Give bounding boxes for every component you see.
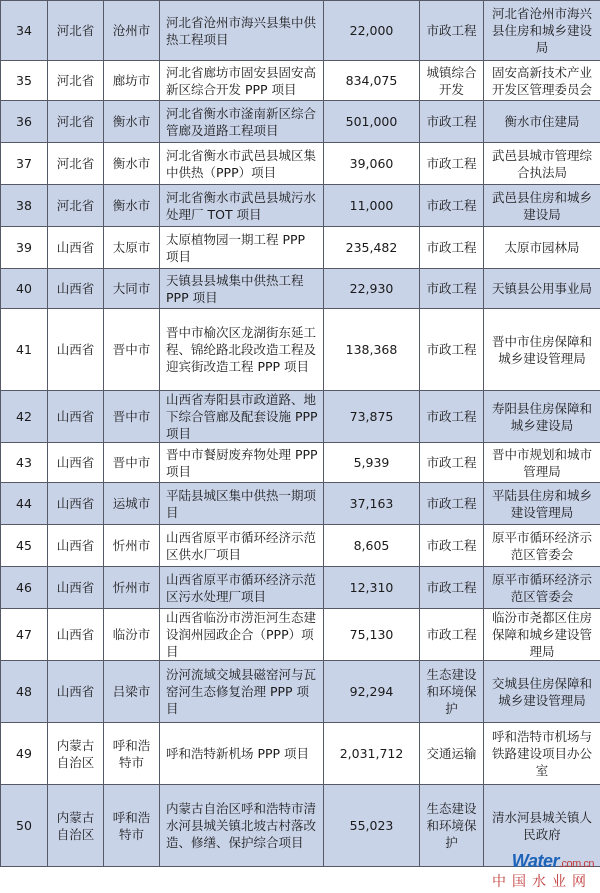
project-name-cell: 晋中市餐厨废弃物处理 PPP 项目: [160, 443, 324, 483]
city-cell: 吕梁市: [104, 661, 160, 723]
province-cell: 河北省: [48, 101, 104, 143]
project-name-cell: 呼和浩特新机场 PPP 项目: [160, 723, 324, 785]
city-cell: 衡水市: [104, 185, 160, 227]
project-name-cell: 山西省原平市循环经济示范区污水处理厂项目: [160, 567, 324, 609]
city-cell: 大同市: [104, 269, 160, 309]
sector-cell: 市政工程: [420, 567, 484, 609]
investment-cell: 834,075: [324, 61, 420, 101]
row-number-cell: 46: [1, 567, 48, 609]
implementing-agency-cell: 平陆县住房和城乡建设管理局: [484, 483, 600, 525]
table-row: [1, 609, 600, 661]
table-row: [1, 391, 600, 443]
implementing-agency-cell: 天镇县公用事业局: [484, 269, 600, 309]
investment-cell: 73,875: [324, 391, 420, 443]
sector-cell: 生态建设和环境保护: [420, 661, 484, 723]
project-name-cell: 山西省原平市循环经济示范区供水厂项目: [160, 525, 324, 567]
watermark-top-text: Water: [511, 851, 559, 871]
project-name-cell: 河北省沧州市海兴县集中供热工程项目: [160, 1, 324, 61]
investment-cell: 11,000: [324, 185, 420, 227]
investment-cell: 92,294: [324, 661, 420, 723]
sector-cell: 生态建设和环境保护: [420, 785, 484, 867]
province-cell: 山西省: [48, 391, 104, 443]
project-name-cell: 河北省衡水市武邑县城污水处理厂 TOT 项目: [160, 185, 324, 227]
sector-cell: 市政工程: [420, 269, 484, 309]
sector-cell: 市政工程: [420, 525, 484, 567]
province-cell: 河北省: [48, 143, 104, 185]
project-name-cell: 太原植物园一期工程 PPP 项目: [160, 227, 324, 269]
sector-cell: 市政工程: [420, 443, 484, 483]
investment-cell: 37,163: [324, 483, 420, 525]
row-number-cell: 49: [1, 723, 48, 785]
city-cell: 衡水市: [104, 143, 160, 185]
sector-cell: 市政工程: [420, 101, 484, 143]
sector-cell: 交通运输: [420, 723, 484, 785]
table-row: [1, 227, 600, 269]
table-row: [1, 143, 600, 185]
project-name-cell: 汾河流域交城县磁窑河与瓦窑河生态修复治理 PPP 项目: [160, 661, 324, 723]
province-cell: 山西省: [48, 227, 104, 269]
city-cell: 临汾市: [104, 609, 160, 661]
project-name-cell: 山西省寿阳县市政道路、地下综合管廊及配套设施 PPP 项目: [160, 391, 324, 443]
row-number-cell: 41: [1, 309, 48, 391]
investment-cell: 39,060: [324, 143, 420, 185]
sector-cell: 城镇综合开发: [420, 61, 484, 101]
investment-cell: 12,310: [324, 567, 420, 609]
project-name-cell: 内蒙古自治区呼和浩特市清水河县城关镇北坡古村落改造、修缮、保护综合项目: [160, 785, 324, 867]
table-row: [1, 269, 600, 309]
investment-cell: 75,130: [324, 609, 420, 661]
watermark-logo: [464, 851, 594, 891]
table-row: [1, 723, 600, 785]
implementing-agency-cell: 晋中市规划和城市管理局: [484, 443, 600, 483]
row-number-cell: 42: [1, 391, 48, 443]
investment-cell: 8,605: [324, 525, 420, 567]
implementing-agency-cell: 呼和浩特市机场与铁路建设项目办公室: [484, 723, 600, 785]
province-cell: 山西省: [48, 309, 104, 391]
city-cell: 太原市: [104, 227, 160, 269]
row-number-cell: 38: [1, 185, 48, 227]
investment-cell: 22,930: [324, 269, 420, 309]
row-number-cell: 40: [1, 269, 48, 309]
investment-cell: 5,939: [324, 443, 420, 483]
watermark-sub-text: .com.cn: [558, 858, 594, 870]
implementing-agency-cell: 交城县住房保障和城乡建设管理局: [484, 661, 600, 723]
implementing-agency-cell: 武邑县住房和城乡建设局: [484, 185, 600, 227]
sector-cell: 市政工程: [420, 143, 484, 185]
city-cell: 衡水市: [104, 101, 160, 143]
city-cell: 廊坊市: [104, 61, 160, 101]
city-cell: 晋中市: [104, 309, 160, 391]
table-row: [1, 1, 600, 61]
row-number-cell: 35: [1, 61, 48, 101]
row-number-cell: 45: [1, 525, 48, 567]
table-row: [1, 525, 600, 567]
row-number-cell: 48: [1, 661, 48, 723]
sector-cell: 市政工程: [420, 227, 484, 269]
row-number-cell: 36: [1, 101, 48, 143]
investment-cell: 22,000: [324, 1, 420, 61]
investment-cell: 501,000: [324, 101, 420, 143]
sector-cell: 市政工程: [420, 391, 484, 443]
sector-cell: 市政工程: [420, 609, 484, 661]
implementing-agency-cell: 衡水市住建局: [484, 101, 600, 143]
city-cell: 呼和浩特市: [104, 723, 160, 785]
row-number-cell: 50: [1, 785, 48, 867]
table-row: [1, 61, 600, 101]
row-number-cell: 37: [1, 143, 48, 185]
city-cell: 呼和浩特市: [104, 785, 160, 867]
city-cell: 晋中市: [104, 391, 160, 443]
watermark-top: [512, 851, 594, 872]
province-cell: 山西省: [48, 269, 104, 309]
province-cell: 河北省: [48, 185, 104, 227]
table-body: [1, 1, 600, 867]
sector-cell: 市政工程: [420, 185, 484, 227]
sector-cell: 市政工程: [420, 483, 484, 525]
investment-cell: 138,368: [324, 309, 420, 391]
implementing-agency-cell: 清水河县城关镇人民政府: [484, 785, 600, 867]
city-cell: 晋中市: [104, 443, 160, 483]
implementing-agency-cell: 太原市园林局: [484, 227, 600, 269]
project-name-cell: 河北省衡水市滏南新区综合管廊及道路工程项目: [160, 101, 324, 143]
implementing-agency-cell: 武邑县城市管理综合执法局: [484, 143, 600, 185]
table-row: [1, 101, 600, 143]
implementing-agency-cell: 寿阳县住房保障和城乡建设局: [484, 391, 600, 443]
city-cell: 忻州市: [104, 567, 160, 609]
province-cell: 山西省: [48, 483, 104, 525]
province-cell: 山西省: [48, 609, 104, 661]
table-row: [1, 567, 600, 609]
project-name-cell: 天镇县县城集中供热工程 PPP 项目: [160, 269, 324, 309]
row-number-cell: 39: [1, 227, 48, 269]
project-name-cell: 晋中市榆次区龙湖街东延工程、锦纶路北段改造工程及迎宾街改造工程 PPP 项目: [160, 309, 324, 391]
project-name-cell: 平陆县城区集中供热一期项目: [160, 483, 324, 525]
province-cell: 内蒙古自治区: [48, 723, 104, 785]
sector-cell: 市政工程: [420, 309, 484, 391]
province-cell: 山西省: [48, 661, 104, 723]
table-row: [1, 483, 600, 525]
row-number-cell: 44: [1, 483, 48, 525]
table-row: [1, 309, 600, 391]
implementing-agency-cell: 原平市循环经济示范区管委会: [484, 525, 600, 567]
implementing-agency-cell: 临汾市尧都区住房保障和城乡建设管理局: [484, 609, 600, 661]
implementing-agency-cell: 固安高新技术产业开发区管理委员会: [484, 61, 600, 101]
province-cell: 山西省: [48, 525, 104, 567]
investment-cell: 2,031,712: [324, 723, 420, 785]
sector-cell: 市政工程: [420, 1, 484, 61]
city-cell: 沧州市: [104, 1, 160, 61]
investment-cell: 235,482: [324, 227, 420, 269]
table-row: [1, 661, 600, 723]
city-cell: 运城市: [104, 483, 160, 525]
city-cell: 忻州市: [104, 525, 160, 567]
row-number-cell: 34: [1, 1, 48, 61]
province-cell: 河北省: [48, 61, 104, 101]
province-cell: 山西省: [48, 443, 104, 483]
watermark-bottom: 中国水业网: [492, 874, 592, 890]
implementing-agency-cell: 晋中市住房保障和城乡建设管理局: [484, 309, 600, 391]
province-cell: 河北省: [48, 1, 104, 61]
implementing-agency-cell: 河北省沧州市海兴县住房和城乡建设局: [484, 1, 600, 61]
project-name-cell: 山西省临汾市涝洰河生态建设润州园政企合（PPP）项目: [160, 609, 324, 661]
table-row: [1, 185, 600, 227]
row-number-cell: 47: [1, 609, 48, 661]
project-name-cell: 河北省衡水市武邑县城区集中供热（PPP）项目: [160, 143, 324, 185]
province-cell: 山西省: [48, 567, 104, 609]
table-row: [1, 443, 600, 483]
project-name-cell: 河北省廊坊市固安县固安高新区综合开发 PPP 项目: [160, 61, 324, 101]
row-number-cell: 43: [1, 443, 48, 483]
province-cell: 内蒙古自治区: [48, 785, 104, 867]
investment-cell: 55,023: [324, 785, 420, 867]
implementing-agency-cell: 原平市循环经济示范区管委会: [484, 567, 600, 609]
